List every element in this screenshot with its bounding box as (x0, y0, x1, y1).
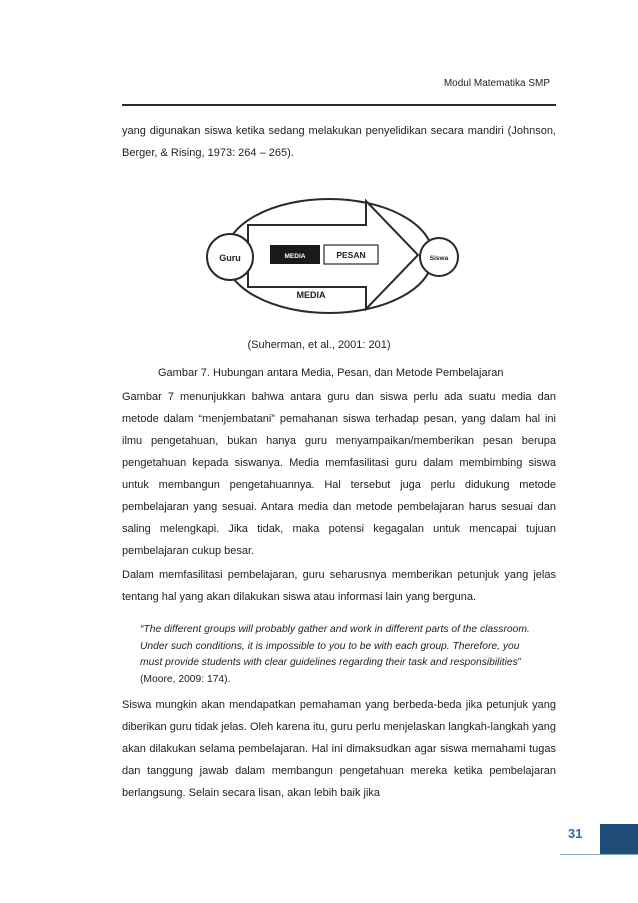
page-corner-block (600, 824, 638, 854)
media-box-label: MEDIA (284, 253, 306, 260)
media-bottom-label: MEDIA (296, 290, 326, 300)
figure-caption: Gambar 7. Hubungan antara Media, Pesan, dan Metode Pembelajaran (158, 367, 504, 379)
pesan-label: PESAN (336, 250, 366, 260)
page-number: 31 (568, 826, 583, 841)
paragraph-siswa: Siswa mungkin akan mendapatkan pemahaman yang berbeda-beda jika petunjuk yang diberikan guru tidak jelas. Oleh karena itu, guru perlu menjelaskan langkah-langkah yang akan dilakukan selama pembelajaran. Hal ini dimaksudkan agar siswa memahami tugas dan tanggung jawab dalam membangun pengetahuan mereka ketika pembelajaran berlangsung. Selain secara lisan, akan lebih baik jika (122, 699, 556, 799)
quote-text: “The different groups will probably gather and work in different parts of the classroom. Under such conditions, it is impossible to you to be with each group. Therefore, you must provide students with clear guidelines regarding their task and responsibilities (140, 624, 530, 668)
running-header: Modul Matematika SMP (443, 78, 550, 89)
paragraph-gambar7: Gambar 7 menunjukkan bahwa antara guru dan siswa perlu ada suatu media dan metode dalam “menjembatani” pemahanan siswa terhadap pesan, yang dalam hal ini ilmu pengetahuan, bukan hanya guru menyampaikan/memberikan pesan berupa pengetahuan kepada siswanya. Media memfasilitasi guru dalam membimbing siswa untuk membangun pengetahuannya. Hal tersebut juga perlu didukung metode pembelajaran yang sesuai. Antara media dan metode pembelajaran harus sesuai dan saling melengkapi. Jika tidak, maka potensi kegagalan untuk mencapai tujuan pembelajaran cukup besar. (122, 391, 556, 557)
header-rule (122, 104, 556, 106)
paragraph-fasilitasi: Dalam memfasilitasi pembelajaran, guru seharusnya memberikan petunjuk yang jelas tentang hal yang akan dilakukan siswa atau informasi lain yang berguna. (122, 569, 556, 603)
paragraph-intro: yang digunakan siswa ketika sedang melakukan penyelidikan secara mandiri (Johnson, Berger, & Rising, 1973: 264 – 265). (122, 125, 556, 159)
media-diagram (196, 195, 462, 317)
siswa-label: Siswa (429, 255, 449, 262)
page-footer-line (560, 854, 638, 855)
block-quote (140, 622, 530, 688)
guru-label: Guru (219, 253, 241, 263)
quote-citation: ” (Moore, 2009: 174). (140, 657, 522, 685)
figure-source: (Suherman, et al., 2001: 201) (247, 339, 391, 351)
